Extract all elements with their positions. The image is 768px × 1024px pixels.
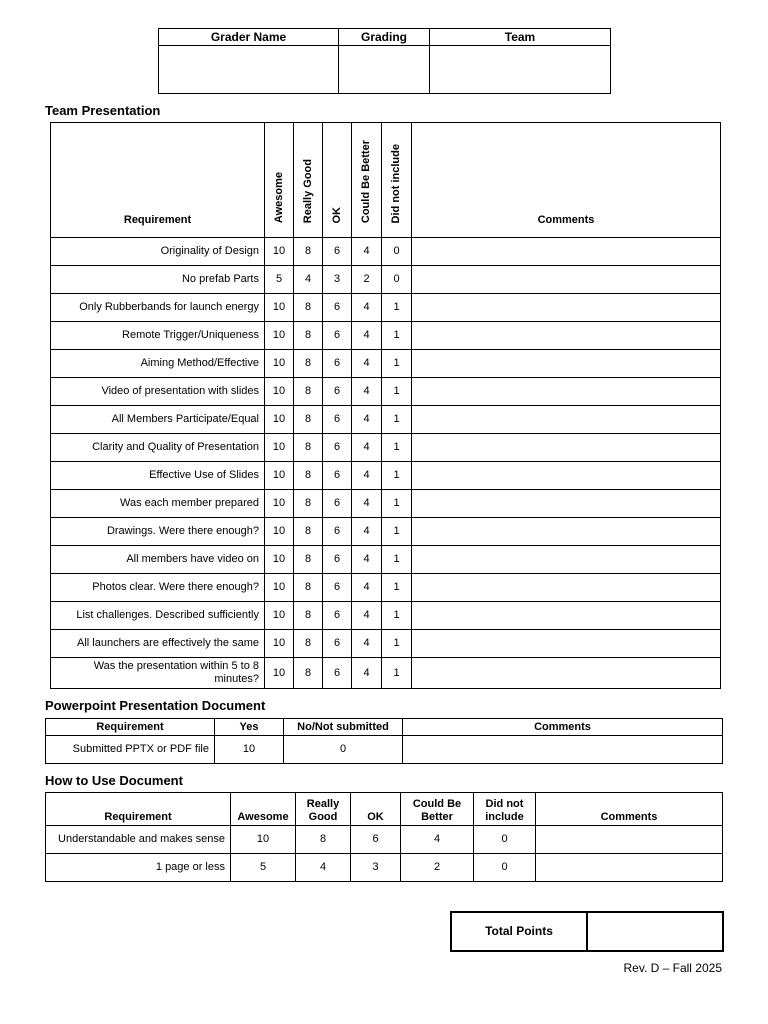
table-row bbox=[51, 546, 721, 574]
requirement-cell: All members have video on bbox=[51, 546, 265, 574]
score-cell[interactable]: 1 bbox=[382, 490, 412, 518]
score-cell[interactable]: 10 bbox=[265, 434, 294, 462]
score-cell[interactable]: 6 bbox=[323, 322, 352, 350]
score-cell[interactable]: 10 bbox=[265, 378, 294, 406]
requirement-cell: Effective Use of Slides bbox=[51, 462, 265, 490]
total-points-value[interactable] bbox=[587, 912, 723, 951]
score-cell[interactable]: 4 bbox=[352, 406, 382, 434]
score-cell[interactable]: 10 bbox=[265, 602, 294, 630]
score-cell[interactable]: 1 bbox=[382, 602, 412, 630]
score-cell[interactable]: 8 bbox=[294, 406, 323, 434]
requirement-header: Requirement bbox=[51, 123, 265, 238]
score-cell[interactable]: 4 bbox=[352, 574, 382, 602]
score-cell[interactable]: 6 bbox=[323, 658, 352, 689]
comments-cell[interactable] bbox=[412, 518, 721, 546]
score-cell[interactable]: 6 bbox=[323, 406, 352, 434]
ppt-comments-header: Comments bbox=[403, 719, 723, 736]
score-cell[interactable]: 4 bbox=[352, 378, 382, 406]
score-cell[interactable]: 10 bbox=[265, 406, 294, 434]
howto-could-be-better-header: Could Be Better bbox=[401, 793, 474, 826]
ppt-document-table bbox=[45, 718, 723, 764]
awesome-header: Awesome bbox=[265, 123, 294, 238]
table-row bbox=[51, 602, 721, 630]
score-cell[interactable]: 10 bbox=[265, 518, 294, 546]
score-cell[interactable]: 4 bbox=[352, 546, 382, 574]
grader-name-cell[interactable] bbox=[159, 46, 339, 94]
score-cell[interactable]: 2 bbox=[401, 854, 474, 882]
howto-comments-header: Comments bbox=[536, 793, 723, 826]
score-cell[interactable]: 6 bbox=[323, 546, 352, 574]
score-cell[interactable]: 4 bbox=[352, 658, 382, 689]
score-cell[interactable]: 8 bbox=[294, 518, 323, 546]
comments-cell[interactable] bbox=[536, 854, 723, 882]
score-cell[interactable]: 6 bbox=[323, 602, 352, 630]
score-cell[interactable]: 5 bbox=[231, 854, 296, 882]
table-row bbox=[51, 378, 721, 406]
table-row bbox=[46, 826, 723, 854]
score-cell[interactable]: 1 bbox=[382, 658, 412, 689]
score-cell[interactable]: 4 bbox=[352, 322, 382, 350]
comments-cell[interactable] bbox=[412, 434, 721, 462]
score-cell[interactable]: 10 bbox=[265, 294, 294, 322]
score-cell[interactable]: 10 bbox=[265, 490, 294, 518]
requirement-cell: Aiming Method/Effective bbox=[51, 350, 265, 378]
did-not-include-header: Did not include bbox=[382, 123, 412, 238]
team-presentation-table bbox=[50, 122, 721, 689]
score-cell[interactable]: 10 bbox=[265, 462, 294, 490]
score-cell[interactable]: 8 bbox=[294, 350, 323, 378]
score-cell[interactable]: 6 bbox=[323, 238, 352, 266]
score-cell[interactable]: 4 bbox=[352, 462, 382, 490]
score-cell[interactable]: 10 bbox=[265, 574, 294, 602]
score-cell[interactable]: 1 bbox=[382, 462, 412, 490]
score-cell[interactable]: 1 bbox=[382, 434, 412, 462]
score-cell[interactable]: 1 bbox=[382, 406, 412, 434]
table-row bbox=[51, 322, 721, 350]
score-cell[interactable]: 6 bbox=[323, 350, 352, 378]
score-cell[interactable]: 8 bbox=[294, 238, 323, 266]
howto-requirement-header: Requirement bbox=[46, 793, 231, 826]
score-cell[interactable]: 4 bbox=[401, 826, 474, 854]
score-cell[interactable]: 6 bbox=[323, 518, 352, 546]
revision-label: Rev. D – Fall 2025 bbox=[623, 961, 722, 975]
comments-cell[interactable] bbox=[412, 378, 721, 406]
score-cell[interactable]: 10 bbox=[231, 826, 296, 854]
comments-cell[interactable] bbox=[412, 658, 721, 689]
score-cell[interactable]: 6 bbox=[323, 462, 352, 490]
requirement-cell: Photos clear. Were there enough? bbox=[51, 574, 265, 602]
table-row bbox=[51, 350, 721, 378]
table-row bbox=[46, 736, 723, 764]
score-cell[interactable]: 4 bbox=[294, 266, 323, 294]
score-cell[interactable]: 4 bbox=[352, 518, 382, 546]
score-cell[interactable]: 10 bbox=[265, 238, 294, 266]
table-row bbox=[51, 266, 721, 294]
score-cell[interactable]: 8 bbox=[294, 630, 323, 658]
ok-header: OK bbox=[323, 123, 352, 238]
score-cell[interactable]: 2 bbox=[352, 266, 382, 294]
score-cell[interactable]: 1 bbox=[382, 322, 412, 350]
ppt-yes-header: Yes bbox=[215, 719, 284, 736]
howto-awesome-header: Awesome bbox=[231, 793, 296, 826]
table-row bbox=[51, 490, 721, 518]
total-points-table bbox=[450, 911, 724, 952]
comments-cell[interactable] bbox=[536, 826, 723, 854]
score-cell[interactable]: 8 bbox=[294, 462, 323, 490]
requirement-cell: Understandable and makes sense bbox=[46, 826, 231, 854]
ppt-no-header: No/Not submitted bbox=[284, 719, 403, 736]
how-to-use-table bbox=[45, 792, 723, 882]
comments-cell[interactable] bbox=[412, 490, 721, 518]
score-cell[interactable]: 6 bbox=[323, 378, 352, 406]
team-presentation-title: Team Presentation bbox=[45, 103, 161, 118]
could-be-better-header: Could Be Better bbox=[352, 123, 382, 238]
requirement-cell: Was each member prepared bbox=[51, 490, 265, 518]
comments-cell[interactable] bbox=[412, 546, 721, 574]
howto-ok-header: OK bbox=[351, 793, 401, 826]
score-cell[interactable]: 3 bbox=[323, 266, 352, 294]
comments-cell[interactable] bbox=[412, 406, 721, 434]
score-cell[interactable]: 6 bbox=[351, 826, 401, 854]
comments-cell[interactable] bbox=[412, 630, 721, 658]
requirement-cell: All launchers are effectively the same bbox=[51, 630, 265, 658]
team-header: Team bbox=[430, 29, 611, 46]
requirement-cell: Originality of Design bbox=[51, 238, 265, 266]
grading-cell[interactable] bbox=[339, 46, 430, 94]
score-cell[interactable]: 6 bbox=[323, 574, 352, 602]
team-cell[interactable] bbox=[430, 46, 611, 94]
comments-cell[interactable] bbox=[412, 350, 721, 378]
score-cell[interactable]: 0 bbox=[382, 238, 412, 266]
table-row bbox=[46, 854, 723, 882]
score-cell[interactable]: 1 bbox=[382, 518, 412, 546]
requirement-cell: Drawings. Were there enough? bbox=[51, 518, 265, 546]
score-cell[interactable]: 4 bbox=[296, 854, 351, 882]
score-cell[interactable]: 1 bbox=[382, 630, 412, 658]
score-cell[interactable]: 8 bbox=[294, 378, 323, 406]
table-row bbox=[51, 518, 721, 546]
table-row bbox=[51, 434, 721, 462]
score-cell[interactable]: 8 bbox=[294, 294, 323, 322]
comments-cell[interactable] bbox=[412, 322, 721, 350]
requirement-cell: No prefab Parts bbox=[51, 266, 265, 294]
score-cell[interactable]: 0 bbox=[474, 854, 536, 882]
howto-did-not-include-header: Did not include bbox=[474, 793, 536, 826]
score-cell[interactable]: 8 bbox=[296, 826, 351, 854]
comments-cell[interactable] bbox=[412, 462, 721, 490]
score-cell[interactable]: 6 bbox=[323, 490, 352, 518]
requirement-cell: Was the presentation within 5 to 8 minutes? bbox=[51, 658, 265, 689]
comments-cell[interactable] bbox=[412, 294, 721, 322]
score-cell[interactable]: 4 bbox=[352, 294, 382, 322]
score-cell[interactable]: 6 bbox=[323, 434, 352, 462]
score-cell[interactable]: 1 bbox=[382, 574, 412, 602]
score-cell[interactable]: 0 bbox=[382, 266, 412, 294]
ppt-requirement-header: Requirement bbox=[46, 719, 215, 736]
no-score-cell[interactable]: 0 bbox=[284, 736, 403, 764]
score-cell[interactable]: 0 bbox=[474, 826, 536, 854]
table-row bbox=[51, 238, 721, 266]
requirement-cell: Only Rubberbands for launch energy bbox=[51, 294, 265, 322]
comments-cell[interactable] bbox=[412, 238, 721, 266]
grader-name-header: Grader Name bbox=[159, 29, 339, 46]
comments-header: Comments bbox=[412, 123, 721, 238]
score-cell[interactable]: 10 bbox=[265, 546, 294, 574]
table-row bbox=[51, 406, 721, 434]
score-cell[interactable]: 1 bbox=[382, 546, 412, 574]
score-cell[interactable]: 1 bbox=[382, 350, 412, 378]
score-cell[interactable]: 10 bbox=[265, 630, 294, 658]
requirement-cell: 1 page or less bbox=[46, 854, 231, 882]
score-cell[interactable]: 8 bbox=[294, 658, 323, 689]
score-cell[interactable]: 1 bbox=[382, 294, 412, 322]
requirement-cell: Video of presentation with slides bbox=[51, 378, 265, 406]
score-cell[interactable]: 8 bbox=[294, 490, 323, 518]
score-cell[interactable]: 4 bbox=[352, 630, 382, 658]
comments-cell[interactable] bbox=[412, 602, 721, 630]
score-cell[interactable]: 6 bbox=[323, 294, 352, 322]
score-cell[interactable]: 8 bbox=[294, 434, 323, 462]
really-good-header: Really Good bbox=[294, 123, 323, 238]
ppt-document-title: Powerpoint Presentation Document bbox=[45, 698, 266, 713]
score-cell[interactable]: 8 bbox=[294, 602, 323, 630]
table-row bbox=[51, 630, 721, 658]
requirement-cell: Clarity and Quality of Presentation bbox=[51, 434, 265, 462]
score-cell[interactable]: 4 bbox=[352, 350, 382, 378]
table-row bbox=[51, 574, 721, 602]
score-cell[interactable]: 4 bbox=[352, 434, 382, 462]
score-cell[interactable]: 8 bbox=[294, 322, 323, 350]
how-to-use-title: How to Use Document bbox=[45, 773, 183, 788]
table-row bbox=[51, 462, 721, 490]
score-cell[interactable]: 10 bbox=[265, 658, 294, 689]
score-cell[interactable]: 10 bbox=[265, 350, 294, 378]
comments-cell[interactable] bbox=[412, 266, 721, 294]
score-cell[interactable]: 4 bbox=[352, 490, 382, 518]
grading-header: Grading bbox=[339, 29, 430, 46]
score-cell[interactable]: 8 bbox=[294, 574, 323, 602]
score-cell[interactable]: 1 bbox=[382, 378, 412, 406]
requirement-cell: All Members Participate/Equal bbox=[51, 406, 265, 434]
table-row bbox=[51, 294, 721, 322]
requirement-cell: List challenges. Described sufficiently bbox=[51, 602, 265, 630]
howto-really-good-header: Really Good bbox=[296, 793, 351, 826]
table-row bbox=[51, 658, 721, 689]
score-cell[interactable]: 3 bbox=[351, 854, 401, 882]
requirement-cell: Submitted PPTX or PDF file bbox=[46, 736, 215, 764]
score-cell[interactable]: 4 bbox=[352, 238, 382, 266]
comments-cell[interactable] bbox=[403, 736, 723, 764]
total-points-label: Total Points bbox=[451, 912, 587, 951]
score-cell[interactable]: 10 bbox=[265, 322, 294, 350]
score-cell[interactable]: 8 bbox=[294, 546, 323, 574]
score-cell[interactable]: 4 bbox=[352, 602, 382, 630]
requirement-cell: Remote Trigger/Uniqueness bbox=[51, 322, 265, 350]
comments-cell[interactable] bbox=[412, 574, 721, 602]
score-cell[interactable]: 5 bbox=[265, 266, 294, 294]
grader-info-table bbox=[158, 28, 611, 94]
yes-score-cell[interactable]: 10 bbox=[215, 736, 284, 764]
score-cell[interactable]: 6 bbox=[323, 630, 352, 658]
